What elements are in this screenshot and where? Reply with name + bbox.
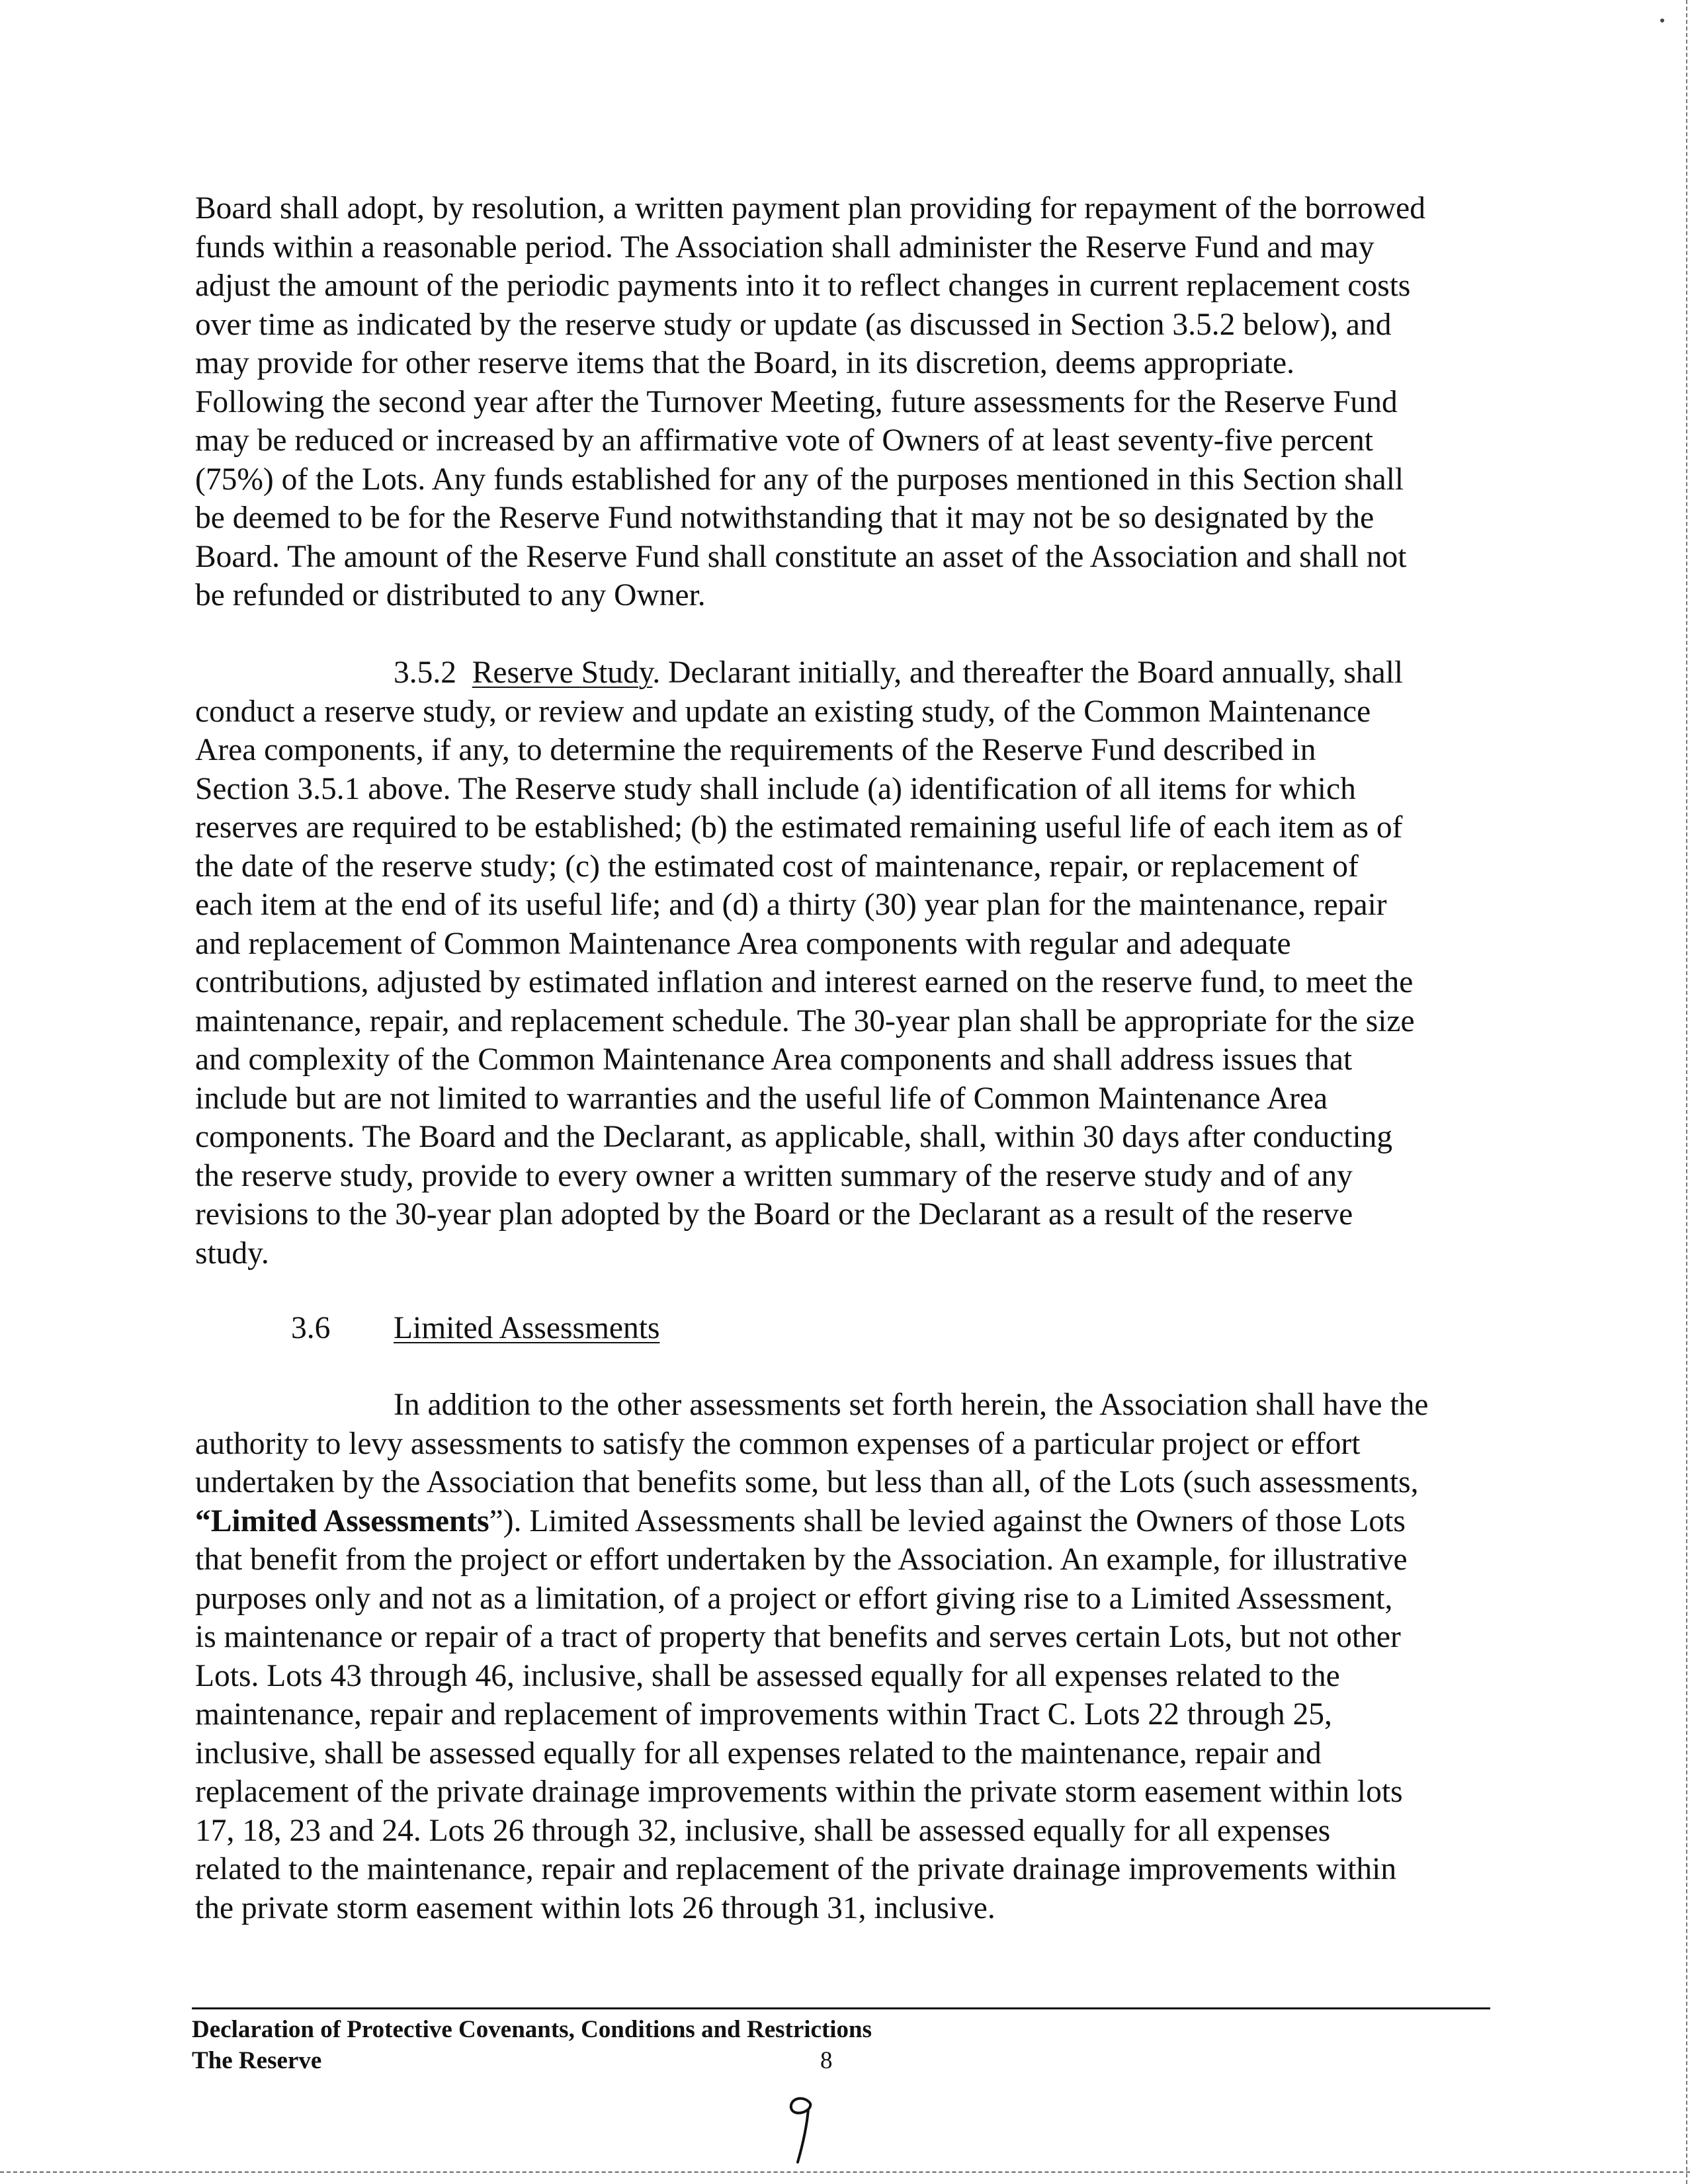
text-line: adjust the amount of the periodic payments into it to reflect changes in current replacement costs	[195, 269, 1411, 303]
text-line: Area components, if any, to determine the requirements of the Reserve Fund described in	[195, 733, 1316, 767]
text-line: funds within a reasonable period. The Association shall administer the Reserve Fund and may	[195, 230, 1374, 265]
text-line: Section 3.5.1 above. The Reserve study shall include (a) identification of all items for which	[195, 771, 1356, 806]
section-3-6-limited-assessments	[195, 1386, 1492, 1927]
scan-edge-right	[1684, 0, 1687, 2184]
text-line: and replacement of Common Maintenance Area components with regular and adequate	[195, 926, 1291, 961]
text-line: each item at the end of its useful life; and (d) a thirty (30) year plan for the maintenance, repair	[195, 888, 1387, 922]
text-line: revisions to the 30-year plan adopted by the Board or the Declarant as a result of the reserve	[195, 1197, 1353, 1232]
text-line: study.	[195, 1236, 269, 1271]
section-number: 3.5.2	[394, 655, 456, 690]
text-line: and complexity of the Common Maintenance Area components and shall address issues that	[195, 1042, 1353, 1077]
text-line: conduct a reserve study, or review and update an existing study, of the Common Maintenance	[195, 694, 1371, 729]
text-line: the reserve study, provide to every owner a written summary of the reserve study and of any	[195, 1158, 1353, 1193]
footer-divider	[192, 2007, 1490, 2009]
text-line: 17, 18, 23 and 24. Lots 26 through 32, inclusive, shall be assessed equally for all expenses	[195, 1813, 1331, 1848]
footer-project-name: The Reserve	[192, 2047, 322, 2074]
text-line: maintenance, repair, and replacement schedule. The 30-year plan shall be appropriate for the size	[195, 1003, 1415, 1038]
text-line: authority to levy assessments to satisfy the common expenses of a particular project or effort	[195, 1426, 1361, 1461]
text-line: be deemed to be for the Reserve Fund notwithstanding that it may not be so designated by the	[195, 501, 1374, 535]
text-line: Board. The amount of the Reserve Fund shall constitute an asset of the Association and shall not	[195, 539, 1407, 574]
text-line: inclusive, shall be assessed equally for all expenses related to the maintenance, repair and	[195, 1736, 1322, 1771]
text-line: purposes only and not as a limitation, of a project or effort giving rise to a Limited Assessment,	[195, 1581, 1393, 1616]
text-line: be refunded or distributed to any Owner.	[195, 578, 706, 612]
text-line: that benefit from the project or effort undertaken by the Association. An example, for illustrative	[195, 1542, 1408, 1577]
section-number: 3.6	[291, 1311, 331, 1345]
text-line: may be reduced or increased by an affirmative vote of Owners of at least seventy-five percent	[195, 423, 1373, 458]
footer	[192, 2014, 872, 2076]
section-3-5-2-first-line	[195, 653, 1492, 693]
defined-term: “Limited Assessments	[195, 1503, 489, 1538]
section-3-6-heading	[291, 1309, 659, 1348]
handwritten-page-number	[781, 2093, 820, 2166]
section-title: Reserve Study	[472, 655, 653, 690]
text-line: include but are not limited to warranties and the useful life of Common Maintenance Area	[195, 1081, 1328, 1116]
text-line: Board shall adopt, by resolution, a written payment plan providing for repayment of the borrowed	[195, 191, 1425, 226]
text-line: Following the second year after the Turnover Meeting, future assessments for the Reserve Fund	[195, 384, 1398, 419]
text-run: . Declarant initially, and thereafter the Board annually, shall	[652, 655, 1404, 690]
text-line: In addition to the other assessments set forth herein, the Association shall have the	[394, 1388, 1429, 1422]
text-run: ”). Limited Assessments shall be levied against the Owners of those Lots	[489, 1503, 1406, 1538]
text-line: over time as indicated by the reserve study or update (as discussed in Section 3.5.2 below), and	[195, 307, 1392, 342]
text-line: undertaken by the Association that benefits some, but less than all, of the Lots (such assessments,	[195, 1465, 1419, 1499]
text-line: (75%) of the Lots. Any funds established for any of the purposes mentioned in this Section shall	[195, 462, 1404, 497]
text-line: related to the maintenance, repair and replacement of the private drainage improvements within	[195, 1852, 1397, 1886]
section-title: Limited Assessments	[394, 1311, 660, 1345]
text-line: Lots. Lots 43 through 46, inclusive, shall be assessed equally for all expenses related to the	[195, 1658, 1340, 1693]
text-line: the private storm easement within lots 26 through 31, inclusive.	[195, 1890, 995, 1925]
text-line: the date of the reserve study; (c) the estimated cost of maintenance, repair, or replacement of	[195, 849, 1359, 884]
scan-edge-bottom	[0, 2171, 1690, 2175]
section-3-5-2-reserve-study	[195, 653, 1492, 1273]
text-line: reserves are required to be established; (b) the estimated remaining useful life of each item as of	[195, 810, 1403, 845]
text-line	[195, 1502, 1492, 1541]
paragraph-reserve-fund	[195, 189, 1492, 615]
text-line: is maintenance or repair of a tract of property that benefits and serves certain Lots, but not other	[195, 1620, 1401, 1654]
text-line: contributions, adjusted by estimated inflation and interest earned on the reserve fund, to meet the	[195, 965, 1414, 999]
page-number: 8	[820, 2047, 833, 2074]
text-line: maintenance, repair and replacement of improvements within Tract C. Lots 22 through 25,	[195, 1697, 1332, 1732]
text-line: replacement of the private drainage improvements within the private storm easement within lots	[195, 1775, 1403, 1809]
text-line: may provide for other reserve items that the Board, in its discretion, deems appropriate.	[195, 346, 1294, 380]
scan-speck	[1660, 19, 1664, 22]
footer-document-title: Declaration of Protective Covenants, Conditions and Restrictions	[192, 2016, 872, 2043]
text-line: components. The Board and the Declarant, as applicable, shall, within 30 days after conducting	[195, 1120, 1393, 1154]
